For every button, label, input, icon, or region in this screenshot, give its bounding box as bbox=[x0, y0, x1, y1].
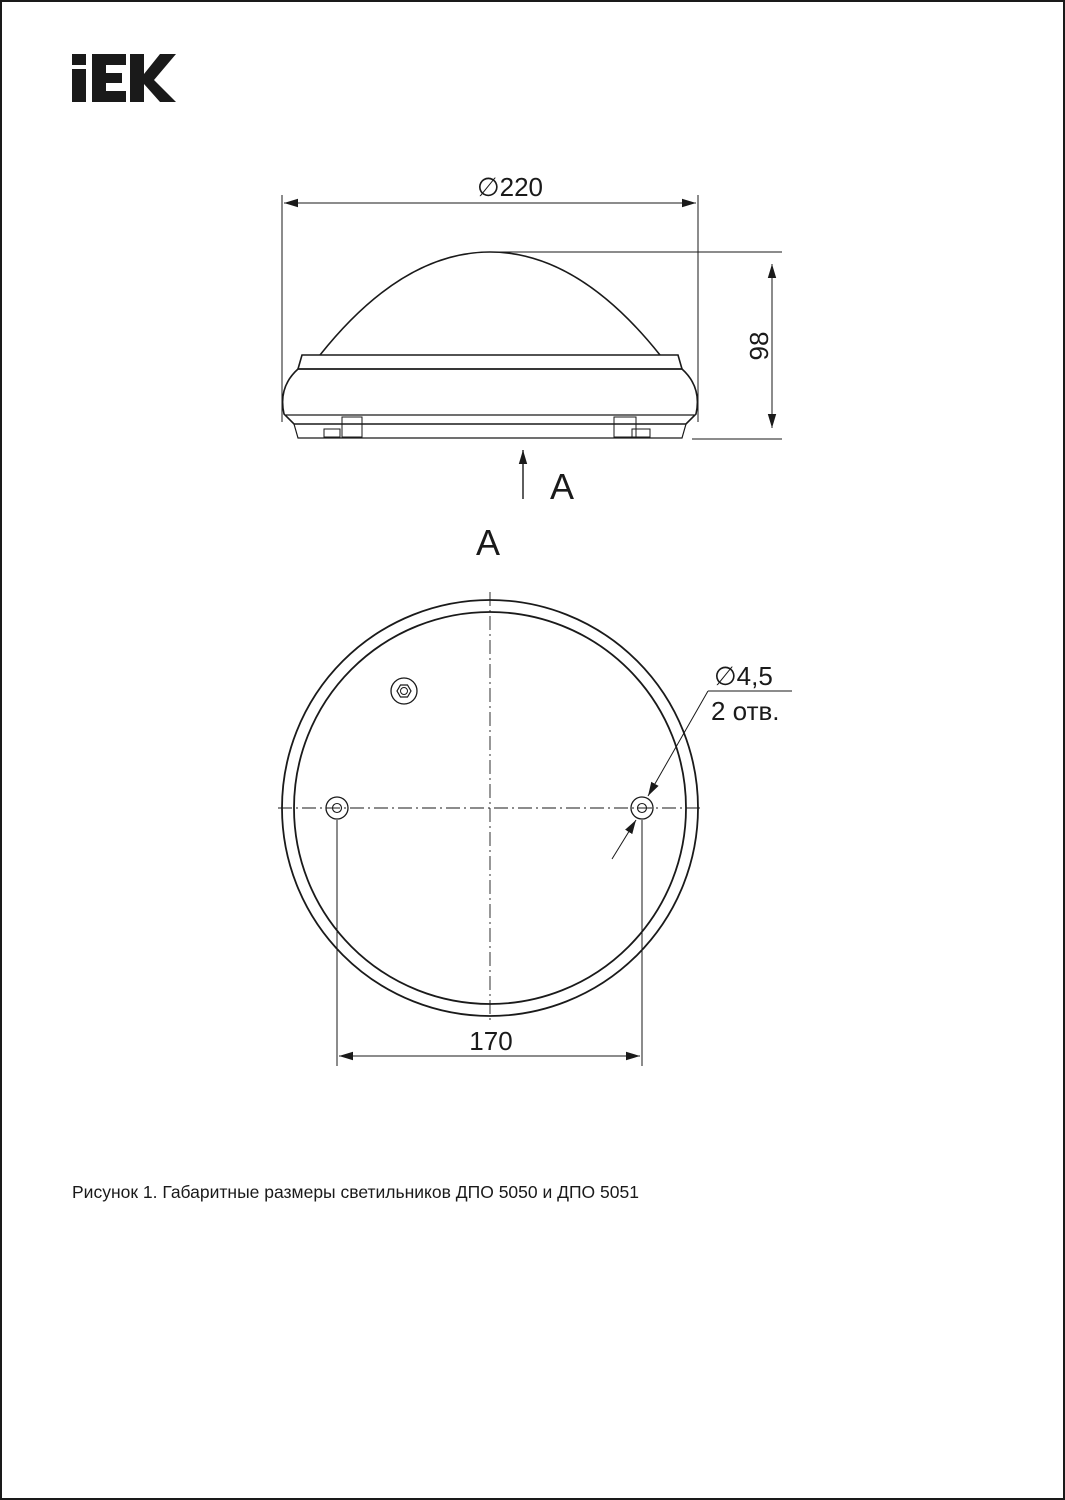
view-arrow-label: A bbox=[549, 466, 575, 507]
clip-left bbox=[342, 417, 362, 437]
clip-right bbox=[614, 417, 636, 437]
bottom-edge bbox=[294, 424, 686, 438]
foot-right bbox=[632, 429, 650, 437]
dome-outline bbox=[320, 252, 660, 355]
rim-outline bbox=[298, 355, 682, 369]
hole-leader-lower bbox=[612, 820, 636, 859]
gland-nut-hex bbox=[397, 685, 411, 697]
gland-nut-outer bbox=[391, 678, 417, 704]
diameter-label: ∅220 bbox=[476, 172, 544, 202]
gland-nut-center bbox=[401, 688, 408, 695]
hole-diameter-label: ∅4,5 bbox=[714, 661, 773, 691]
technical-drawing bbox=[2, 2, 1065, 1500]
base-outline bbox=[283, 369, 698, 424]
foot-left bbox=[324, 429, 340, 437]
side-view bbox=[282, 195, 782, 499]
figure-caption: Рисунок 1. Габаритные размеры светильников ДПО 5050 и ДПО 5051 bbox=[72, 1182, 639, 1202]
height-label: 98 bbox=[744, 331, 774, 361]
bottom-view-title: A bbox=[475, 522, 501, 563]
hole-count-label: 2 отв. bbox=[711, 696, 780, 726]
hole-spacing-label: 170 bbox=[469, 1026, 513, 1056]
